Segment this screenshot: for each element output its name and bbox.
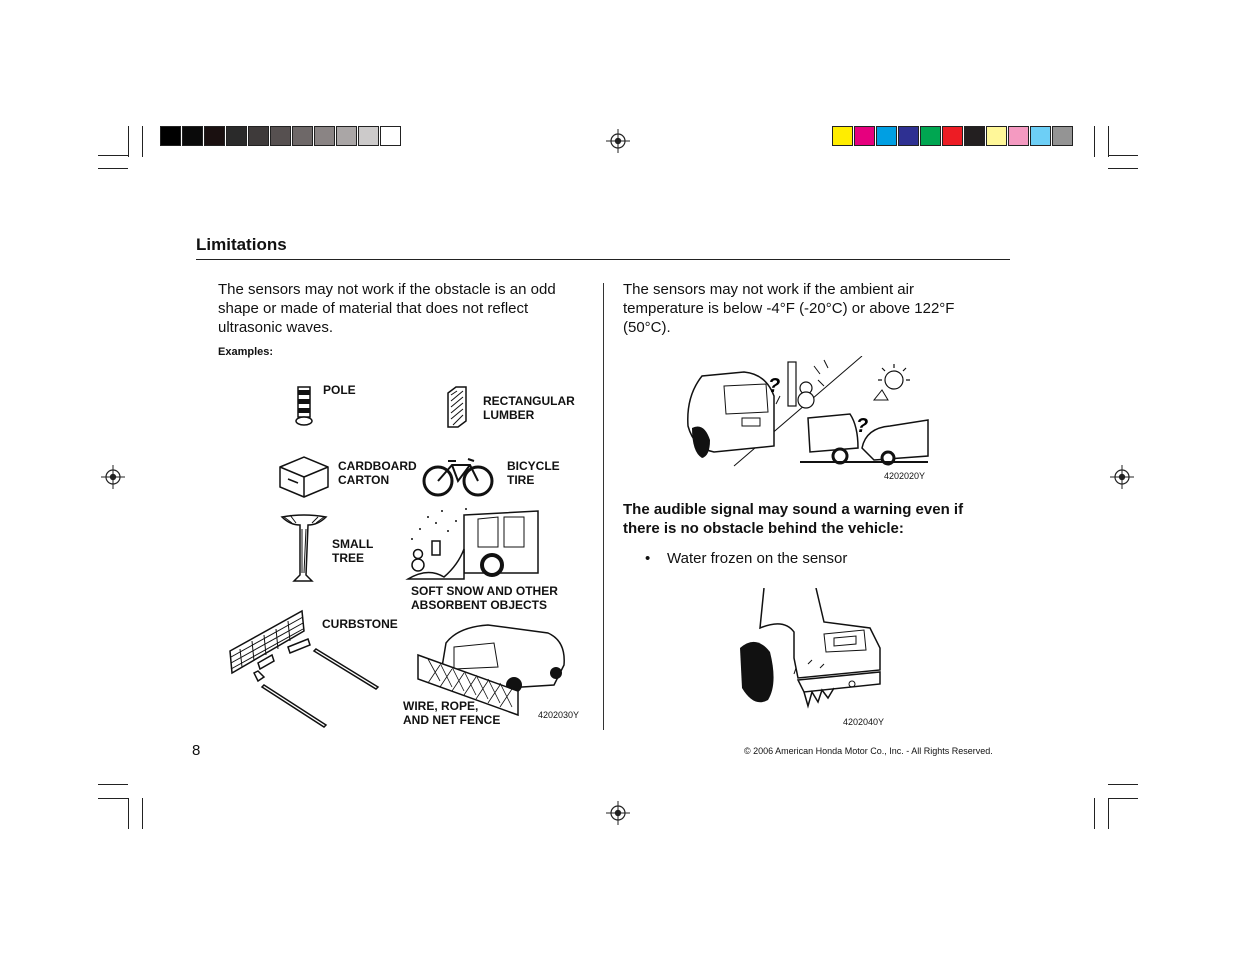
page-number: 8 [192,742,201,759]
figure-id-frozen: 4202040Y [843,717,885,727]
color-swatch [942,126,963,146]
color-swatch [920,126,941,146]
temperature-illustration [684,356,930,468]
color-swatch [876,126,897,146]
label-carton: CARDBOARD CARTON [338,459,417,487]
color-swatch [1052,126,1073,146]
color-swatch [1008,126,1029,146]
grayscale-swatch [314,126,335,146]
svg-text:?: ? [856,415,869,437]
label-snow: SOFT SNOW AND OTHER ABSORBENT OBJECTS [411,584,558,612]
temperature-paragraph: The sensors may not work if the ambient air temperature is below -4°F (-20°C) or above 122°F (50°C). [623,281,955,336]
pole-icon [296,387,312,425]
registration-mark-left [101,465,125,489]
figure-id-temperature: 4202020Y [884,471,926,481]
grayscale-swatch [182,126,203,146]
bicycle-icon [424,459,492,495]
color-swatch [1030,126,1051,146]
examples-label: Examples: [218,346,274,358]
grayscale-swatch [380,126,401,146]
label-tree: SMALL TREE [332,537,374,565]
grayscale-swatch [204,126,225,146]
label-pole: POLE [323,383,356,397]
grayscale-swatch [292,126,313,146]
grayscale-swatch [160,126,181,146]
figure-id-left: 4202030Y [538,710,580,720]
grayscale-swatch [248,126,269,146]
registration-mark-right [1110,465,1134,489]
label-curbstone: CURBSTONE [322,617,398,631]
grayscale-swatch [358,126,379,146]
grayscale-swatch [270,126,291,146]
warning-heading: The audible signal may sound a warning even if there is no obstacle behind the vehicle: [623,501,964,537]
copyright-notice: © 2006 American Honda Motor Co., Inc. - All Rights Reserved. [744,746,993,756]
bullet-item-frozen-water: Water frozen on the sensor [667,550,848,567]
lumber-icon [448,387,466,427]
color-swatch [898,126,919,146]
section-title: Limitations [196,235,287,254]
color-swatch [964,126,985,146]
color-swatch [854,126,875,146]
svg-text:?: ? [768,375,781,397]
carton-icon [280,457,328,497]
registration-mark-top [606,129,630,153]
color-swatch [986,126,1007,146]
label-lumber: RECTANGULAR LUMBER [483,394,575,422]
column-divider [603,283,604,730]
obstacle-examples-illustration [220,375,595,735]
label-fence: WIRE, ROPE, AND NET FENCE [403,699,501,727]
grayscale-swatch [336,126,357,146]
intro-paragraph: The sensors may not work if the obstacle is an odd shape or made of material that does not reflect ultrasonic waves. [218,281,556,336]
color-swatch [832,126,853,146]
heading-rule [196,259,1010,260]
bullet-marker: • [645,550,651,567]
registration-mark-bottom [606,801,630,825]
frozen-sensor-illustration [724,588,884,716]
snow-scene-icon [408,508,538,579]
grayscale-swatch [226,126,247,146]
tree-icon [282,515,326,581]
label-bicycle: BICYCLE TIRE [507,459,560,487]
